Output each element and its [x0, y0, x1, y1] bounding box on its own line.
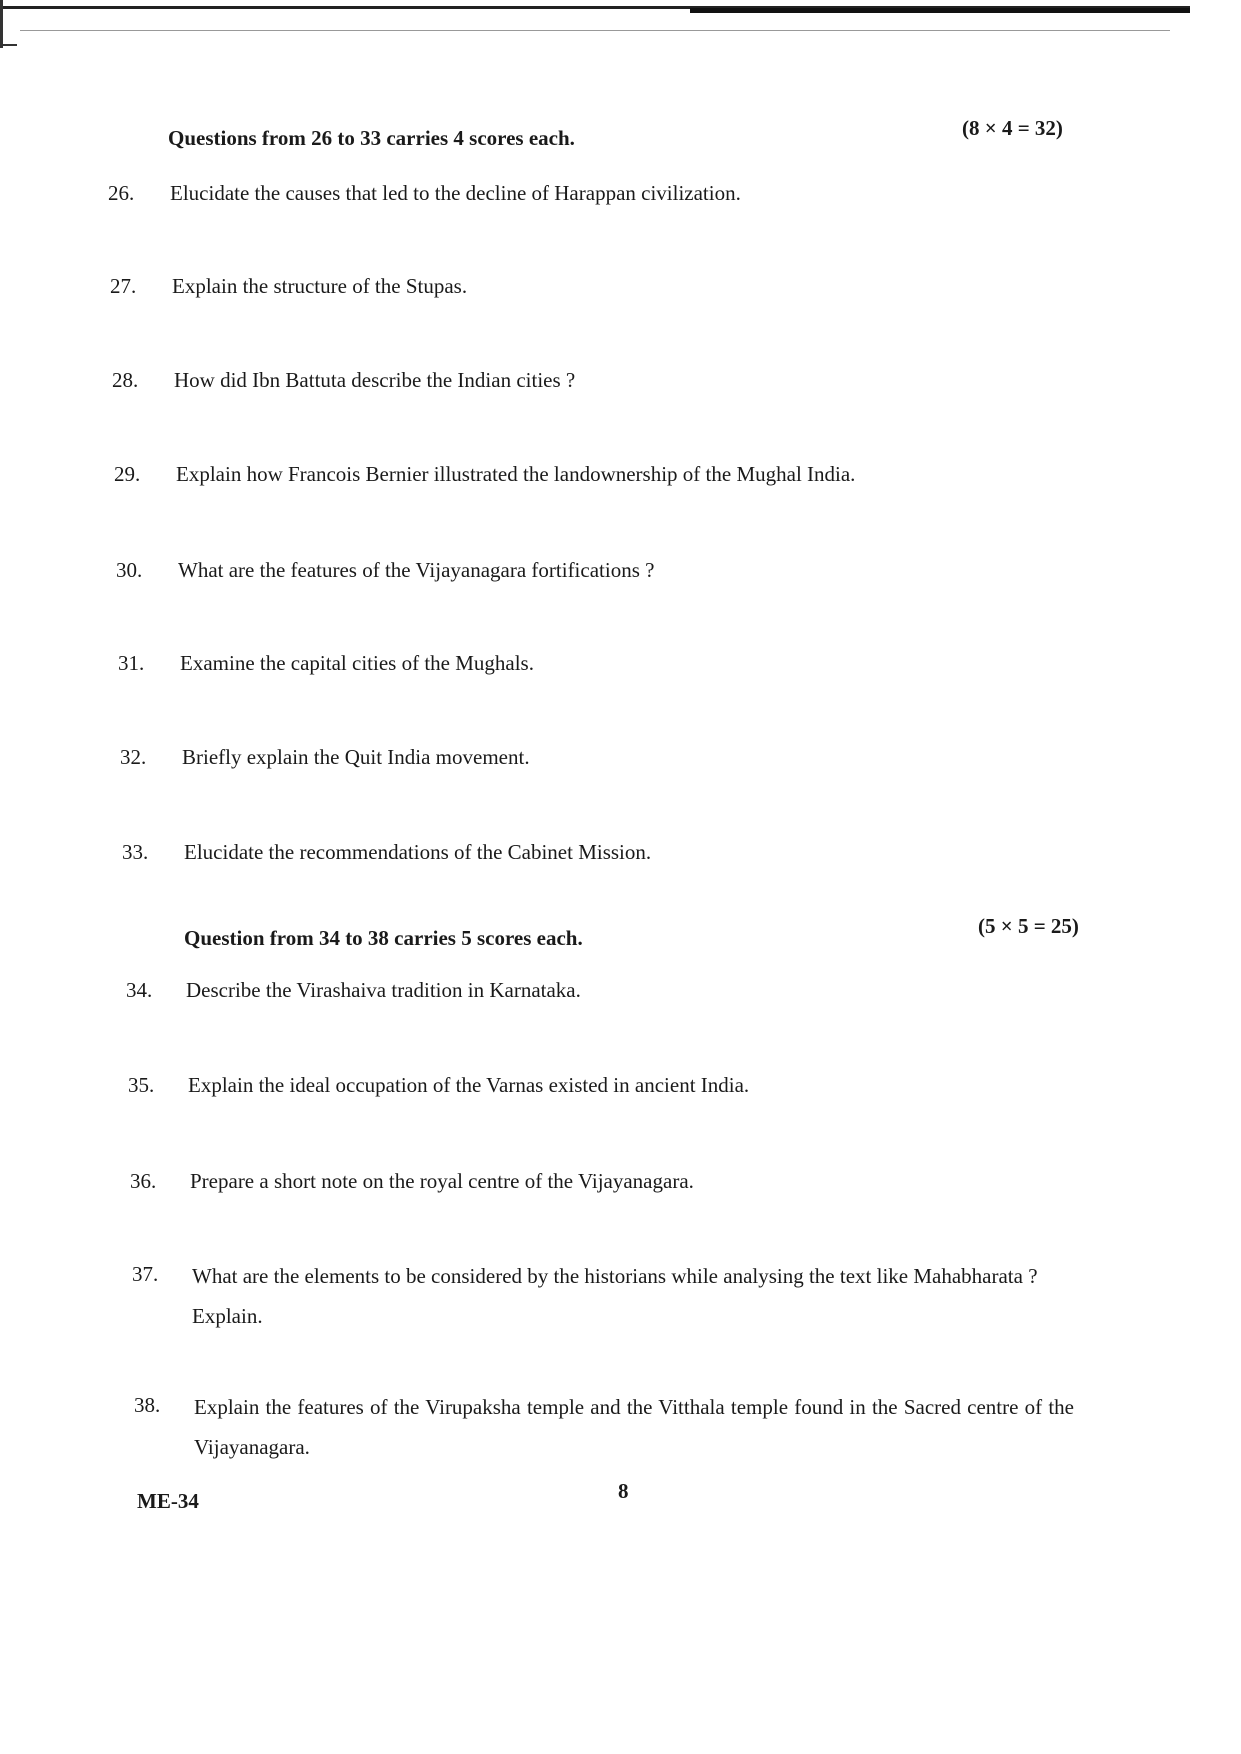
scan-line [20, 30, 1170, 31]
question-number: 26. [108, 181, 135, 205]
question-number: 34. [126, 978, 153, 1002]
question-text: Describe the Virashaiva tradition in Karnataka. [186, 978, 581, 1002]
question-number: 36. [130, 1169, 157, 1193]
question-number: 37. [132, 1262, 159, 1286]
section-heading-1: Questions from 26 to 33 carries 4 scores each. [168, 126, 575, 150]
question-number: 29. [114, 462, 141, 486]
question-number: 30. [116, 558, 143, 582]
scan-line [3, 44, 17, 46]
section-heading-2: Question from 34 to 38 carries 5 scores each. [184, 926, 583, 950]
question-text: What are the features of the Vijayanagara fortifications ? [178, 558, 655, 582]
paper-code: ME-34 [137, 1489, 199, 1513]
scan-edge-lines [0, 0, 1241, 40]
question-number: 27. [110, 274, 137, 298]
question-text: Elucidate the causes that led to the decline of Harappan civilization. [170, 181, 741, 205]
question-number: 33. [122, 840, 149, 864]
question-number: 28. [112, 368, 139, 392]
question-text: Briefly explain the Quit India movement. [182, 745, 530, 769]
scan-line [690, 8, 1190, 13]
scan-line [0, 0, 3, 48]
section-marks-1: (8 × 4 = 32) [962, 116, 1063, 140]
question-text: Examine the capital cities of the Mughals. [180, 651, 534, 675]
question-number: 32. [120, 745, 147, 769]
question-text: Explain the features of the Virupaksha temple and the Vitthala temple found in the Sacred centre of the Vijayanagara. [194, 1395, 1074, 1459]
question-number: 38. [134, 1393, 161, 1417]
question-text: Explain the ideal occupation of the Varnas existed in ancient India. [188, 1073, 750, 1097]
question-text: Explain the structure of the Stupas. [172, 274, 468, 298]
question-text: Explain how Francois Bernier illustrated the landownership of the Mughal India. [176, 462, 856, 486]
question-number: 31. [118, 651, 145, 675]
section-marks-2: (5 × 5 = 25) [978, 914, 1079, 938]
question-text: Elucidate the recommendations of the Cabinet Mission. [184, 840, 652, 864]
question-text: Prepare a short note on the royal centre of the Vijayanagara. [190, 1169, 694, 1193]
question-text: What are the elements to be considered by the historians while analysing the text like Mahabharata ? Explain. [192, 1264, 1038, 1328]
page-number: 8 [618, 1479, 629, 1503]
question-text: How did Ibn Battuta describe the Indian cities ? [174, 368, 576, 392]
question-number: 35. [128, 1073, 155, 1097]
